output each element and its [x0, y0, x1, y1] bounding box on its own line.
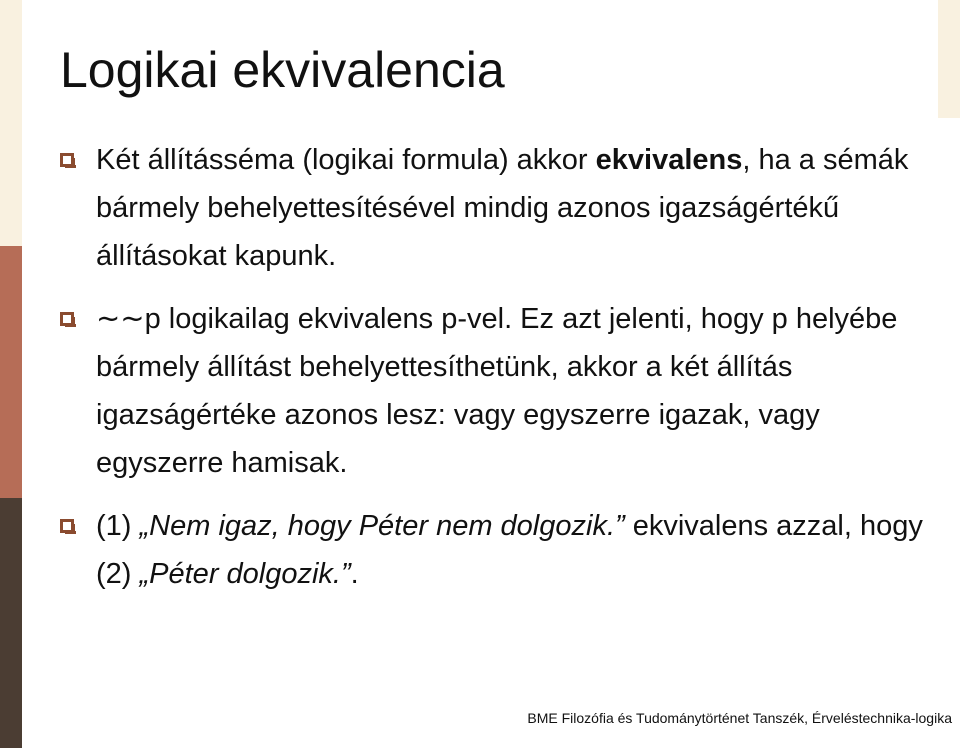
bullet-text: Két állításséma (logikai formula) akkor ekvivalens, ha a sémák bármely behelyettesítésével mindig azonos igazságértékű állításokat kapunk.	[96, 144, 909, 272]
square-bullet-icon	[60, 312, 74, 326]
bullet-text: ∼∼p logikailag ekvivalens p-vel. Ez azt jelenti, hogy p helyébe bármely állítást behelyettesíthetünk, akkor a két állítás igazságértéke azonos lesz: vagy egyszerre igazak, vagy egyszerre hamisak.	[96, 303, 898, 479]
bullet-item	[60, 136, 940, 280]
square-bullet-icon	[60, 519, 74, 533]
slide-footer: BME Filozófia és Tudománytörténet Tanszék, Érveléstechnika-logika	[527, 710, 952, 726]
side-band-light	[0, 0, 22, 246]
bullet-text: (1) „Nem igaz, hogy Péter nem dolgozik.” ekvivalens azzal, hogy (2) „Péter dolgozik.”.	[96, 510, 923, 590]
top-right-accent	[938, 0, 960, 118]
square-bullet-icon	[60, 153, 74, 167]
side-band-dark	[0, 498, 22, 748]
emphasis-term: ekvivalens	[595, 144, 743, 176]
side-band-terracotta	[0, 246, 22, 498]
slide-title: Logikai ekvivalencia	[60, 42, 505, 98]
example-sentence-2: „Péter dolgozik.”	[139, 558, 351, 590]
slide-body	[60, 136, 940, 613]
bullet-item	[60, 295, 940, 487]
bullet-item	[60, 502, 940, 598]
example-sentence-1: „Nem igaz, hogy Péter nem dolgozik.”	[139, 510, 625, 542]
